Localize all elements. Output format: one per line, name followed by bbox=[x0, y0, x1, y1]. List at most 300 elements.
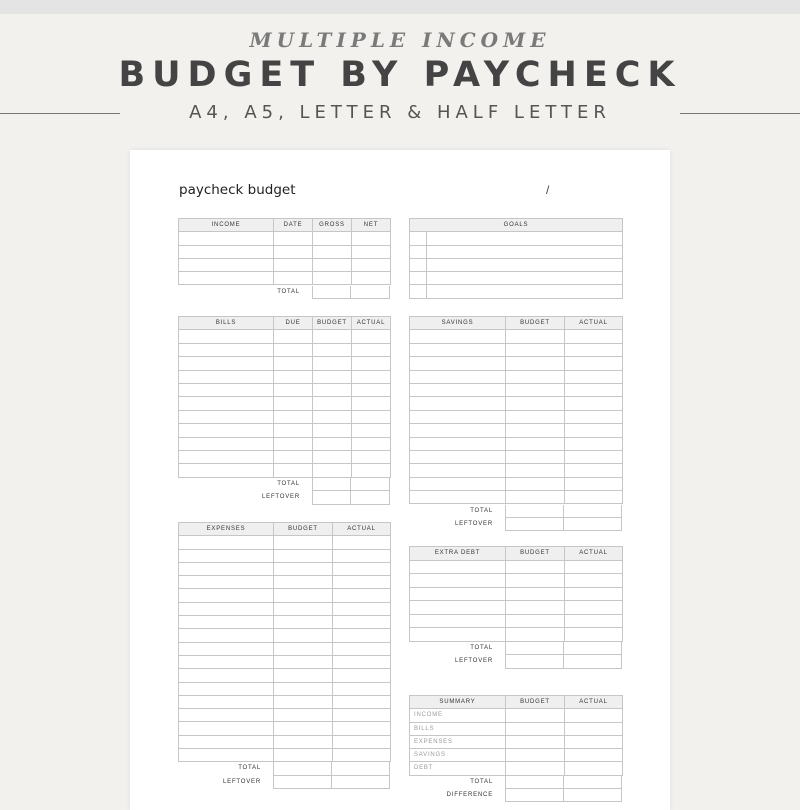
footer-value-box[interactable] bbox=[505, 642, 564, 656]
savings-row-cell[interactable] bbox=[410, 438, 506, 450]
savings-row-cell[interactable] bbox=[565, 397, 623, 409]
expenses-row-cell[interactable] bbox=[333, 643, 391, 655]
footer-value-box[interactable] bbox=[273, 776, 332, 789]
bills-row-cell[interactable] bbox=[274, 464, 313, 476]
table-footer-expenses-leftover bbox=[178, 776, 391, 789]
expenses-row-cell[interactable] bbox=[333, 563, 391, 575]
bills-row bbox=[179, 451, 391, 464]
savings-row-cell[interactable] bbox=[410, 371, 506, 383]
expenses-row bbox=[179, 643, 391, 656]
bills-row bbox=[179, 464, 391, 477]
bills-row bbox=[179, 424, 391, 437]
expenses-row-cell[interactable] bbox=[333, 709, 391, 721]
footer-value-box[interactable] bbox=[505, 776, 564, 789]
expenses-row-cell[interactable] bbox=[274, 749, 333, 761]
table-header-savings-cell: ACTUAL bbox=[565, 317, 623, 329]
goal-row-cell[interactable] bbox=[410, 246, 427, 258]
income-row bbox=[179, 272, 391, 285]
savings-row bbox=[410, 438, 623, 451]
extra-debt-row-cell[interactable] bbox=[565, 574, 623, 587]
bills-row-cell[interactable] bbox=[179, 397, 274, 409]
savings-row-cell[interactable] bbox=[410, 491, 506, 503]
footer-label-total: TOTAL bbox=[470, 778, 493, 785]
income-row-cell[interactable] bbox=[352, 246, 391, 258]
extra-debt-row-cell[interactable] bbox=[565, 561, 623, 574]
savings-row-cell[interactable] bbox=[565, 491, 623, 503]
bills-row-cell[interactable] bbox=[274, 451, 313, 463]
income-row-cell[interactable] bbox=[313, 246, 352, 258]
footer-value-box[interactable] bbox=[564, 776, 622, 789]
bills-row-cell[interactable] bbox=[313, 357, 352, 369]
expenses-row-cell[interactable] bbox=[333, 749, 391, 761]
summary-row-expenses-cell[interactable] bbox=[565, 736, 623, 748]
savings-row-cell[interactable] bbox=[506, 371, 565, 383]
summary-row-savings-cell[interactable] bbox=[506, 749, 565, 761]
footer-value-box[interactable] bbox=[273, 762, 332, 775]
income-row-cell[interactable] bbox=[274, 232, 313, 244]
income-row-cell[interactable] bbox=[352, 259, 391, 271]
bills-row-cell[interactable] bbox=[179, 424, 274, 436]
goal-row-cell[interactable] bbox=[427, 272, 623, 284]
summary-row-income bbox=[410, 709, 623, 722]
expenses-row-cell[interactable] bbox=[274, 616, 333, 628]
bills-row-cell[interactable] bbox=[313, 344, 352, 356]
expenses-row-cell[interactable] bbox=[274, 683, 333, 695]
bills-row-cell[interactable] bbox=[352, 411, 391, 423]
savings-row bbox=[410, 491, 623, 504]
savings-row-cell[interactable] bbox=[410, 464, 506, 476]
summary-row-savings-cell[interactable] bbox=[565, 749, 623, 761]
bills-row-cell[interactable] bbox=[179, 344, 274, 356]
extra-debt-row-cell[interactable] bbox=[410, 588, 506, 601]
expenses-row-cell[interactable] bbox=[274, 696, 333, 708]
expenses-row-cell[interactable] bbox=[179, 696, 274, 708]
goal-row-cell[interactable] bbox=[410, 285, 427, 297]
savings-row-cell[interactable] bbox=[565, 451, 623, 463]
expenses-row-cell[interactable] bbox=[179, 669, 274, 681]
table-footer-savings-total bbox=[409, 505, 623, 518]
expenses-row bbox=[179, 536, 391, 549]
bills-row-cell[interactable] bbox=[352, 451, 391, 463]
table-header-expenses-cell: BUDGET bbox=[274, 523, 333, 535]
bills-row-cell[interactable] bbox=[179, 330, 274, 342]
summary-row-debt-cell[interactable] bbox=[506, 762, 565, 774]
bills-row-cell[interactable] bbox=[274, 397, 313, 409]
expenses-row bbox=[179, 563, 391, 576]
savings-row-cell[interactable] bbox=[565, 424, 623, 436]
bills-row-cell[interactable] bbox=[313, 438, 352, 450]
savings-row bbox=[410, 357, 623, 370]
extra-debt-row-cell[interactable] bbox=[410, 601, 506, 614]
income-row-cell[interactable] bbox=[313, 232, 352, 244]
footer-value-box[interactable] bbox=[312, 491, 351, 504]
savings-row-cell[interactable] bbox=[506, 478, 565, 490]
bills-row-cell[interactable] bbox=[352, 384, 391, 396]
bills-row-cell[interactable] bbox=[179, 371, 274, 383]
savings-row-cell[interactable] bbox=[410, 424, 506, 436]
goal-row bbox=[410, 272, 623, 285]
footer-label-total: TOTAL bbox=[470, 644, 493, 651]
expenses-row bbox=[179, 669, 391, 682]
bills-row bbox=[179, 330, 391, 343]
footer-value-box[interactable] bbox=[505, 505, 564, 518]
bills-row-cell[interactable] bbox=[313, 397, 352, 409]
savings-row-cell[interactable] bbox=[506, 384, 565, 396]
table-header-extra-debt-cell: EXTRA DEBT bbox=[410, 547, 506, 560]
footer-value-box[interactable] bbox=[564, 789, 622, 802]
savings-row-cell[interactable] bbox=[565, 411, 623, 423]
savings-row-cell[interactable] bbox=[410, 344, 506, 356]
expenses-row bbox=[179, 550, 391, 563]
table-savings bbox=[409, 316, 623, 504]
bills-row-cell[interactable] bbox=[179, 384, 274, 396]
table-header-bills-cell: DUE bbox=[274, 317, 313, 329]
expenses-row-cell[interactable] bbox=[274, 709, 333, 721]
expenses-row-cell[interactable] bbox=[274, 643, 333, 655]
savings-row-cell[interactable] bbox=[565, 330, 623, 342]
savings-row-cell[interactable] bbox=[410, 384, 506, 396]
table-header-income-cell: INCOME bbox=[179, 219, 274, 231]
savings-row bbox=[410, 397, 623, 410]
header-sizes: A4, A5, LETTER & HALF LETTER bbox=[189, 102, 611, 123]
bills-row-cell[interactable] bbox=[352, 344, 391, 356]
table-header-bills-cell: BUDGET bbox=[313, 317, 352, 329]
bills-row-cell[interactable] bbox=[313, 424, 352, 436]
expenses-row bbox=[179, 683, 391, 696]
savings-row-cell[interactable] bbox=[506, 344, 565, 356]
table-header-income-cell: GROSS bbox=[313, 219, 352, 231]
footer-value-box[interactable] bbox=[564, 655, 622, 669]
bills-row-cell[interactable] bbox=[274, 371, 313, 383]
savings-row-cell[interactable] bbox=[506, 411, 565, 423]
extra-debt-row bbox=[410, 561, 623, 575]
expenses-row-cell[interactable] bbox=[179, 576, 274, 588]
table-header-savings bbox=[410, 317, 623, 330]
table-header-expenses-cell: ACTUAL bbox=[333, 523, 391, 535]
table-header-summary-cell: BUDGET bbox=[506, 696, 565, 708]
footer-label-leftover: LEFTOVER bbox=[455, 658, 493, 664]
table-header-savings-cell: BUDGET bbox=[506, 317, 565, 329]
income-row-cell[interactable] bbox=[179, 259, 274, 271]
bills-row-cell[interactable] bbox=[274, 357, 313, 369]
table-header-bills-cell: ACTUAL bbox=[352, 317, 391, 329]
expenses-row-cell[interactable] bbox=[333, 629, 391, 641]
bills-row-cell[interactable] bbox=[274, 344, 313, 356]
top-bar bbox=[0, 0, 800, 14]
table-header-income-cell: NET bbox=[352, 219, 391, 231]
expenses-row-cell[interactable] bbox=[274, 736, 333, 748]
bills-row-cell[interactable] bbox=[179, 411, 274, 423]
expenses-row-cell[interactable] bbox=[179, 643, 274, 655]
expenses-row-cell[interactable] bbox=[179, 749, 274, 761]
table-footer-bills-leftover bbox=[178, 491, 391, 504]
summary-row-expenses-cell[interactable] bbox=[506, 736, 565, 748]
footer-value-box[interactable] bbox=[351, 286, 390, 299]
bills-row-cell[interactable] bbox=[352, 357, 391, 369]
expenses-row-cell[interactable] bbox=[333, 722, 391, 734]
expenses-row-cell[interactable] bbox=[274, 563, 333, 575]
bills-row bbox=[179, 344, 391, 357]
bills-row-cell[interactable] bbox=[179, 438, 274, 450]
savings-row-cell[interactable] bbox=[565, 478, 623, 490]
goal-row-cell[interactable] bbox=[410, 259, 427, 271]
extra-debt-row-cell[interactable] bbox=[506, 615, 565, 628]
expenses-row-cell[interactable] bbox=[333, 669, 391, 681]
extra-debt-row-cell[interactable] bbox=[506, 574, 565, 587]
savings-row-cell[interactable] bbox=[410, 451, 506, 463]
income-row-cell[interactable] bbox=[179, 232, 274, 244]
income-row bbox=[179, 232, 391, 245]
expenses-row-cell[interactable] bbox=[179, 563, 274, 575]
table-footer-extra-debt-total bbox=[409, 642, 623, 656]
summary-row-income-cell[interactable] bbox=[506, 709, 565, 721]
income-row bbox=[179, 246, 391, 259]
expenses-row-cell[interactable] bbox=[333, 736, 391, 748]
extra-debt-row-cell[interactable] bbox=[506, 588, 565, 601]
savings-row-cell[interactable] bbox=[506, 464, 565, 476]
expenses-row-cell[interactable] bbox=[179, 616, 274, 628]
expenses-row-cell[interactable] bbox=[179, 722, 274, 734]
bills-row-cell[interactable] bbox=[313, 371, 352, 383]
goal-row bbox=[410, 232, 623, 245]
savings-row-cell[interactable] bbox=[565, 344, 623, 356]
summary-row-income-cell: INCOME bbox=[410, 709, 506, 721]
expenses-row bbox=[179, 656, 391, 669]
extra-debt-row-cell[interactable] bbox=[506, 561, 565, 574]
table-header-summary-cell: ACTUAL bbox=[565, 696, 623, 708]
savings-row-cell[interactable] bbox=[506, 330, 565, 342]
expenses-row-cell[interactable] bbox=[179, 709, 274, 721]
income-row-cell[interactable] bbox=[274, 246, 313, 258]
expenses-row-cell[interactable] bbox=[274, 589, 333, 601]
expenses-row-cell[interactable] bbox=[333, 656, 391, 668]
expenses-row-cell[interactable] bbox=[179, 683, 274, 695]
extra-debt-row bbox=[410, 615, 623, 629]
table-header-bills bbox=[179, 317, 391, 330]
expenses-row-cell[interactable] bbox=[179, 550, 274, 562]
extra-debt-row-cell[interactable] bbox=[410, 561, 506, 574]
footer-value-box[interactable] bbox=[312, 286, 351, 299]
expenses-row-cell[interactable] bbox=[333, 589, 391, 601]
goal-row-cell[interactable] bbox=[427, 232, 623, 244]
table-header-goals-cell: GOALS bbox=[410, 219, 623, 231]
table-header-savings-cell: SAVINGS bbox=[410, 317, 506, 329]
savings-row-cell[interactable] bbox=[506, 397, 565, 409]
bills-row-cell[interactable] bbox=[179, 464, 274, 476]
summary-row-debt-cell[interactable] bbox=[565, 762, 623, 774]
summary-row-bills-cell[interactable] bbox=[565, 723, 623, 735]
footer-value-box[interactable] bbox=[351, 491, 390, 504]
table-footer-bills-total bbox=[178, 478, 391, 491]
footer-value-box[interactable] bbox=[351, 478, 390, 491]
table-header-goals bbox=[410, 219, 623, 232]
table-header-bills-cell: BILLS bbox=[179, 317, 274, 329]
footer-value-box[interactable] bbox=[564, 505, 622, 518]
expenses-row-cell[interactable] bbox=[179, 629, 274, 641]
extra-debt-row bbox=[410, 601, 623, 615]
expenses-row bbox=[179, 629, 391, 642]
summary-row-savings bbox=[410, 749, 623, 762]
expenses-row-cell[interactable] bbox=[274, 536, 333, 548]
expenses-row-cell[interactable] bbox=[179, 736, 274, 748]
expenses-row bbox=[179, 589, 391, 602]
table-footer-expenses-total bbox=[178, 762, 391, 775]
extra-debt-row-cell[interactable] bbox=[565, 628, 623, 641]
savings-row-cell[interactable] bbox=[506, 451, 565, 463]
goal-row-cell[interactable] bbox=[410, 272, 427, 284]
table-header-extra-debt-cell: ACTUAL bbox=[565, 547, 623, 560]
bills-row-cell[interactable] bbox=[274, 411, 313, 423]
summary-row-expenses bbox=[410, 736, 623, 749]
expenses-row-cell[interactable] bbox=[179, 536, 274, 548]
savings-row-cell[interactable] bbox=[506, 424, 565, 436]
income-row-cell[interactable] bbox=[313, 259, 352, 271]
savings-row-cell[interactable] bbox=[410, 478, 506, 490]
expenses-row-cell[interactable] bbox=[274, 669, 333, 681]
income-row-cell[interactable] bbox=[352, 232, 391, 244]
extra-debt-row-cell[interactable] bbox=[410, 574, 506, 587]
extra-debt-row-cell[interactable] bbox=[410, 628, 506, 641]
summary-row-bills-cell: BILLS bbox=[410, 723, 506, 735]
footer-label-total: TOTAL bbox=[277, 288, 300, 295]
expenses-row-cell[interactable] bbox=[274, 629, 333, 641]
expenses-row-cell[interactable] bbox=[333, 683, 391, 695]
table-header-income-cell: DATE bbox=[274, 219, 313, 231]
extra-debt-row-cell[interactable] bbox=[565, 601, 623, 614]
bills-row-cell[interactable] bbox=[313, 330, 352, 342]
income-row-cell[interactable] bbox=[313, 272, 352, 284]
footer-value-box[interactable] bbox=[564, 518, 622, 531]
extra-debt-row bbox=[410, 628, 623, 642]
footer-value-box[interactable] bbox=[505, 655, 564, 669]
expenses-row-cell[interactable] bbox=[333, 550, 391, 562]
bills-row-cell[interactable] bbox=[352, 424, 391, 436]
bills-row-cell[interactable] bbox=[352, 397, 391, 409]
income-row-cell[interactable] bbox=[274, 259, 313, 271]
goal-row bbox=[410, 285, 623, 298]
expenses-row-cell[interactable] bbox=[179, 603, 274, 615]
expenses-row-cell[interactable] bbox=[274, 722, 333, 734]
expenses-row-cell[interactable] bbox=[274, 656, 333, 668]
header-subtitle: MULTIPLE INCOME bbox=[249, 28, 551, 52]
footer-value-box[interactable] bbox=[505, 789, 564, 802]
extra-debt-row-cell[interactable] bbox=[506, 601, 565, 614]
income-row-cell[interactable] bbox=[274, 272, 313, 284]
footer-label-total: TOTAL bbox=[470, 507, 493, 514]
expenses-row bbox=[179, 576, 391, 589]
bills-row-cell[interactable] bbox=[179, 357, 274, 369]
savings-row-cell[interactable] bbox=[506, 357, 565, 369]
footer-label-leftover: LEFTOVER bbox=[455, 521, 493, 527]
bills-row-cell[interactable] bbox=[274, 438, 313, 450]
footer-value-box[interactable] bbox=[312, 478, 351, 491]
expenses-row-cell[interactable] bbox=[333, 536, 391, 548]
summary-row-bills-cell[interactable] bbox=[506, 723, 565, 735]
bills-row-cell[interactable] bbox=[179, 451, 274, 463]
savings-row-cell[interactable] bbox=[565, 384, 623, 396]
bills-row-cell[interactable] bbox=[274, 384, 313, 396]
savings-row bbox=[410, 330, 623, 343]
income-row-cell[interactable] bbox=[179, 246, 274, 258]
income-row-cell[interactable] bbox=[352, 272, 391, 284]
table-footer-savings-leftover bbox=[409, 518, 623, 531]
bills-row-cell[interactable] bbox=[274, 330, 313, 342]
bills-row-cell[interactable] bbox=[352, 371, 391, 383]
table-goals bbox=[409, 218, 623, 299]
footer-value-box[interactable] bbox=[332, 762, 390, 775]
table-header-expenses-cell: EXPENSES bbox=[179, 523, 274, 535]
extra-debt-row-cell[interactable] bbox=[410, 615, 506, 628]
footer-value-box[interactable] bbox=[332, 776, 390, 789]
savings-row-cell[interactable] bbox=[565, 438, 623, 450]
expenses-row-cell[interactable] bbox=[333, 576, 391, 588]
goal-row-cell[interactable] bbox=[427, 259, 623, 271]
goal-row-cell[interactable] bbox=[410, 232, 427, 244]
savings-row-cell[interactable] bbox=[410, 411, 506, 423]
expenses-row-cell[interactable] bbox=[274, 603, 333, 615]
footer-value-box[interactable] bbox=[564, 642, 622, 656]
footer-value-box[interactable] bbox=[505, 518, 564, 531]
bills-row-cell[interactable] bbox=[313, 384, 352, 396]
savings-row-cell[interactable] bbox=[410, 330, 506, 342]
table-footer-income-total bbox=[178, 286, 391, 299]
bills-row-cell[interactable] bbox=[313, 451, 352, 463]
extra-debt-row bbox=[410, 588, 623, 602]
bills-row-cell[interactable] bbox=[313, 464, 352, 476]
bills-row-cell[interactable] bbox=[352, 438, 391, 450]
footer-label-leftover: LEFTOVER bbox=[262, 494, 300, 501]
footer-label-leftover: LEFTOVER bbox=[223, 778, 261, 785]
extra-debt-row-cell[interactable] bbox=[565, 615, 623, 628]
expenses-row-cell[interactable] bbox=[274, 550, 333, 562]
savings-row bbox=[410, 451, 623, 464]
savings-row-cell[interactable] bbox=[565, 464, 623, 476]
savings-row-cell[interactable] bbox=[506, 438, 565, 450]
summary-row-debt-cell: DEBT bbox=[410, 762, 506, 774]
expenses-row-cell[interactable] bbox=[179, 656, 274, 668]
expenses-row-cell[interactable] bbox=[179, 589, 274, 601]
table-income bbox=[178, 218, 391, 285]
footer-label-total: TOTAL bbox=[277, 480, 300, 487]
bills-row bbox=[179, 411, 391, 424]
extra-debt-row-cell[interactable] bbox=[565, 588, 623, 601]
expenses-row bbox=[179, 696, 391, 709]
expenses-row-cell[interactable] bbox=[333, 616, 391, 628]
bills-row-cell[interactable] bbox=[313, 411, 352, 423]
expenses-row bbox=[179, 722, 391, 735]
goal-row-cell[interactable] bbox=[427, 246, 623, 258]
savings-row-cell[interactable] bbox=[506, 491, 565, 503]
bills-row-cell[interactable] bbox=[352, 464, 391, 476]
savings-row-cell[interactable] bbox=[410, 357, 506, 369]
expenses-row bbox=[179, 603, 391, 616]
expenses-row-cell[interactable] bbox=[333, 696, 391, 708]
header-rule-left bbox=[0, 113, 120, 114]
income-row-cell[interactable] bbox=[179, 272, 274, 284]
expenses-row-cell[interactable] bbox=[274, 576, 333, 588]
goal-row-cell[interactable] bbox=[427, 285, 623, 297]
savings-row-cell[interactable] bbox=[565, 357, 623, 369]
bills-row-cell[interactable] bbox=[352, 330, 391, 342]
savings-row bbox=[410, 411, 623, 424]
extra-debt-row-cell[interactable] bbox=[506, 628, 565, 641]
goal-row bbox=[410, 259, 623, 272]
savings-row-cell[interactable] bbox=[410, 397, 506, 409]
summary-row-income-cell[interactable] bbox=[565, 709, 623, 721]
expenses-row-cell[interactable] bbox=[333, 603, 391, 615]
savings-row-cell[interactable] bbox=[565, 371, 623, 383]
bills-row-cell[interactable] bbox=[274, 424, 313, 436]
